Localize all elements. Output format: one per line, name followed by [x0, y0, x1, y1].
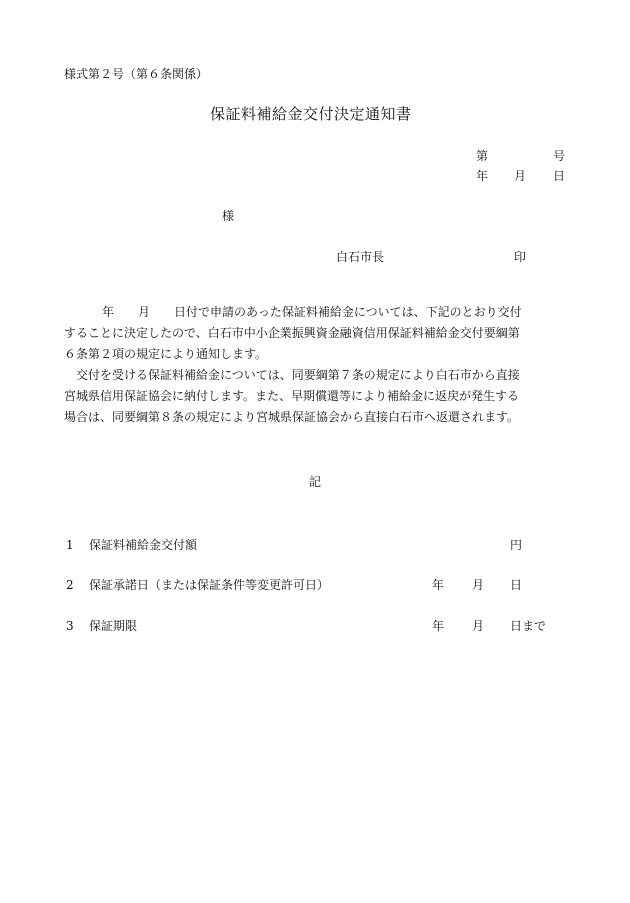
body-paragraph-2	[64, 365, 584, 428]
item-month: 月	[472, 619, 485, 633]
doc-date-month: 月	[514, 169, 527, 183]
item-unit: 円	[510, 538, 523, 552]
item-number: 3	[66, 619, 74, 633]
item-number: 2	[66, 578, 74, 592]
doc-number-prefix: 第	[476, 149, 489, 163]
body-line: 宮城県信用保証協会に納付します。また、早期償還等により補給金に返戻が発生する	[64, 389, 520, 403]
doc-date-day: 日	[553, 169, 566, 183]
item-year: 年	[432, 578, 445, 592]
item-month: 月	[472, 578, 485, 592]
item-day: 日まで	[510, 619, 547, 633]
body-line: 交付を受ける保証料補給金については、同要綱第７条の規定により白石市から直接	[76, 368, 520, 382]
item-label: 保証料補給金交付額	[89, 538, 198, 552]
body-line: することに決定したので、白石市中小企業振興資金融資信用保証料補給金交付要綱第	[64, 326, 520, 340]
item-year: 年	[432, 619, 445, 633]
document-title: 保証料補給金交付決定通知書	[210, 105, 412, 123]
body-line: 年 月 日付で申請のあった保証料補給金については、下記のとおり交付	[102, 305, 522, 319]
body-line: 場合は、同要綱第８条の規定により宮城県保証協会から直接白石市へ返還されます。	[64, 410, 520, 424]
doc-number-suffix: 号	[553, 149, 566, 163]
sender-seal: 印	[514, 250, 527, 264]
body-line: ６条第２項の規定により通知します。	[64, 347, 268, 361]
item-label: 保証期限	[89, 619, 138, 633]
doc-date-year: 年	[476, 169, 489, 183]
sender-name: 白石市長	[336, 250, 385, 264]
body-paragraph-1	[64, 302, 584, 365]
form-label: 様式第２号（第６条関係）	[64, 67, 209, 81]
item-number: 1	[66, 538, 74, 552]
addressee-honorific: 様	[222, 209, 235, 223]
item-label: 保証承諾日（または保証条件等変更許可日）	[89, 578, 330, 592]
item-day: 日	[510, 578, 523, 592]
ki-heading: 記	[309, 475, 322, 489]
